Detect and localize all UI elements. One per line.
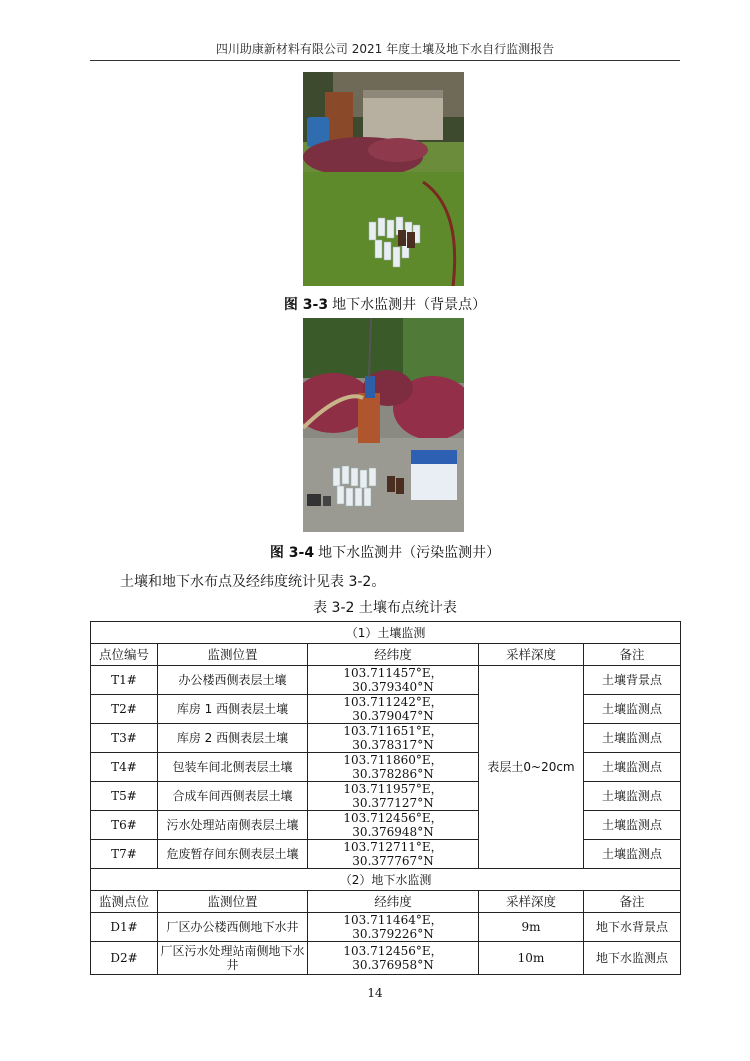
- column-header: 经纬度: [308, 891, 479, 913]
- point-coords: 103.711957°E，30.377127°N: [308, 782, 479, 811]
- point-location: 合成车间西侧表层土壤: [158, 782, 308, 811]
- figure-caption-3-3: [90, 294, 680, 314]
- point-note: 土壤背景点: [584, 666, 681, 695]
- point-id: T5#: [91, 782, 158, 811]
- column-header: 采样深度: [479, 644, 584, 666]
- table-row: [91, 942, 681, 975]
- point-id: T4#: [91, 753, 158, 782]
- table-header-row: [91, 644, 681, 666]
- point-note: 土壤监测点: [584, 695, 681, 724]
- point-location: 库房 2 西侧表层土壤: [158, 724, 308, 753]
- point-note: 土壤监测点: [584, 840, 681, 869]
- table-row: [91, 811, 681, 840]
- soil-depth: 表层土0~20cm: [479, 666, 584, 869]
- table-row: [91, 782, 681, 811]
- header-rule: [90, 60, 680, 61]
- table-row: [91, 753, 681, 782]
- point-location: 办公楼西侧表层土壤: [158, 666, 308, 695]
- page-header: 四川助康新材料有限公司 2021 年度土壤及地下水自行监测报告: [215, 42, 555, 56]
- table-row: [91, 724, 681, 753]
- column-header: 监测位置: [158, 644, 308, 666]
- figure-number: 图 3-4: [269, 545, 315, 561]
- column-header: 经纬度: [308, 644, 479, 666]
- point-id: D1#: [91, 913, 158, 942]
- point-coords: 103.711242°E，30.379047°N: [308, 695, 479, 724]
- point-coords: 103.711464°E，30.379226°N: [308, 913, 479, 942]
- point-depth: 10m: [479, 942, 584, 975]
- point-coords: 103.712456°E，30.376958°N: [308, 942, 479, 975]
- point-location: 厂区污水处理站南侧地下水井: [158, 942, 308, 975]
- point-id: T2#: [91, 695, 158, 724]
- column-header: 监测位置: [158, 891, 308, 913]
- point-note: 土壤监测点: [584, 724, 681, 753]
- point-note: 土壤监测点: [584, 811, 681, 840]
- table-title: 表 3-2 土壤布点统计表: [313, 600, 457, 616]
- sampling-points-table: [90, 621, 681, 975]
- point-location: 厂区办公楼西侧地下水井: [158, 913, 308, 942]
- point-location: 库房 1 西侧表层土壤: [158, 695, 308, 724]
- point-id: T1#: [91, 666, 158, 695]
- table-header-row: [91, 891, 681, 913]
- figure-caption-text: 地下水监测井（污染监测井）: [318, 545, 501, 561]
- point-coords: 103.712711°E，30.377767°N: [308, 840, 479, 869]
- figure-caption-text: 地下水监测井（背景点）: [332, 297, 487, 313]
- body-paragraph: 土壤和地下水布点及经纬度统计见表 3-2。: [120, 574, 386, 590]
- point-note: 地下水监测点: [584, 942, 681, 975]
- point-note: 地下水背景点: [584, 913, 681, 942]
- point-depth: 9m: [479, 913, 584, 942]
- point-id: T3#: [91, 724, 158, 753]
- column-header: 监测点位: [91, 891, 158, 913]
- figure-caption-3-4: [90, 542, 680, 562]
- point-id: T7#: [91, 840, 158, 869]
- figure-number: 图 3-3: [283, 297, 329, 313]
- point-location: 危废暂存间东侧表层土壤: [158, 840, 308, 869]
- column-header: 采样深度: [479, 891, 584, 913]
- point-id: D2#: [91, 942, 158, 975]
- table-row: [91, 666, 681, 695]
- column-header: 点位编号: [91, 644, 158, 666]
- point-location: 包装车间北侧表层土壤: [158, 753, 308, 782]
- point-coords: 103.711651°E，30.378317°N: [308, 724, 479, 753]
- table-section-row: [91, 869, 681, 891]
- column-header: 备注: [584, 891, 681, 913]
- point-coords: 103.712456°E，30.376948°N: [308, 811, 479, 840]
- table-row: [91, 913, 681, 942]
- table-row: [91, 840, 681, 869]
- photo-contamination-well: [303, 318, 464, 532]
- table-row: [91, 695, 681, 724]
- point-id: T6#: [91, 811, 158, 840]
- point-location: 污水处理站南侧表层土壤: [158, 811, 308, 840]
- point-coords: 103.711860°E，30.378286°N: [308, 753, 479, 782]
- soil-section-title: （1）土壤监测: [91, 622, 681, 644]
- table-section-row: [91, 622, 681, 644]
- water-section-title: （2）地下水监测: [91, 869, 681, 891]
- photo-background-well: [303, 72, 464, 286]
- point-note: 土壤监测点: [584, 782, 681, 811]
- page-number: 14: [367, 986, 383, 1000]
- point-coords: 103.711457°E，30.379340°N: [308, 666, 479, 695]
- column-header: 备注: [584, 644, 681, 666]
- point-note: 土壤监测点: [584, 753, 681, 782]
